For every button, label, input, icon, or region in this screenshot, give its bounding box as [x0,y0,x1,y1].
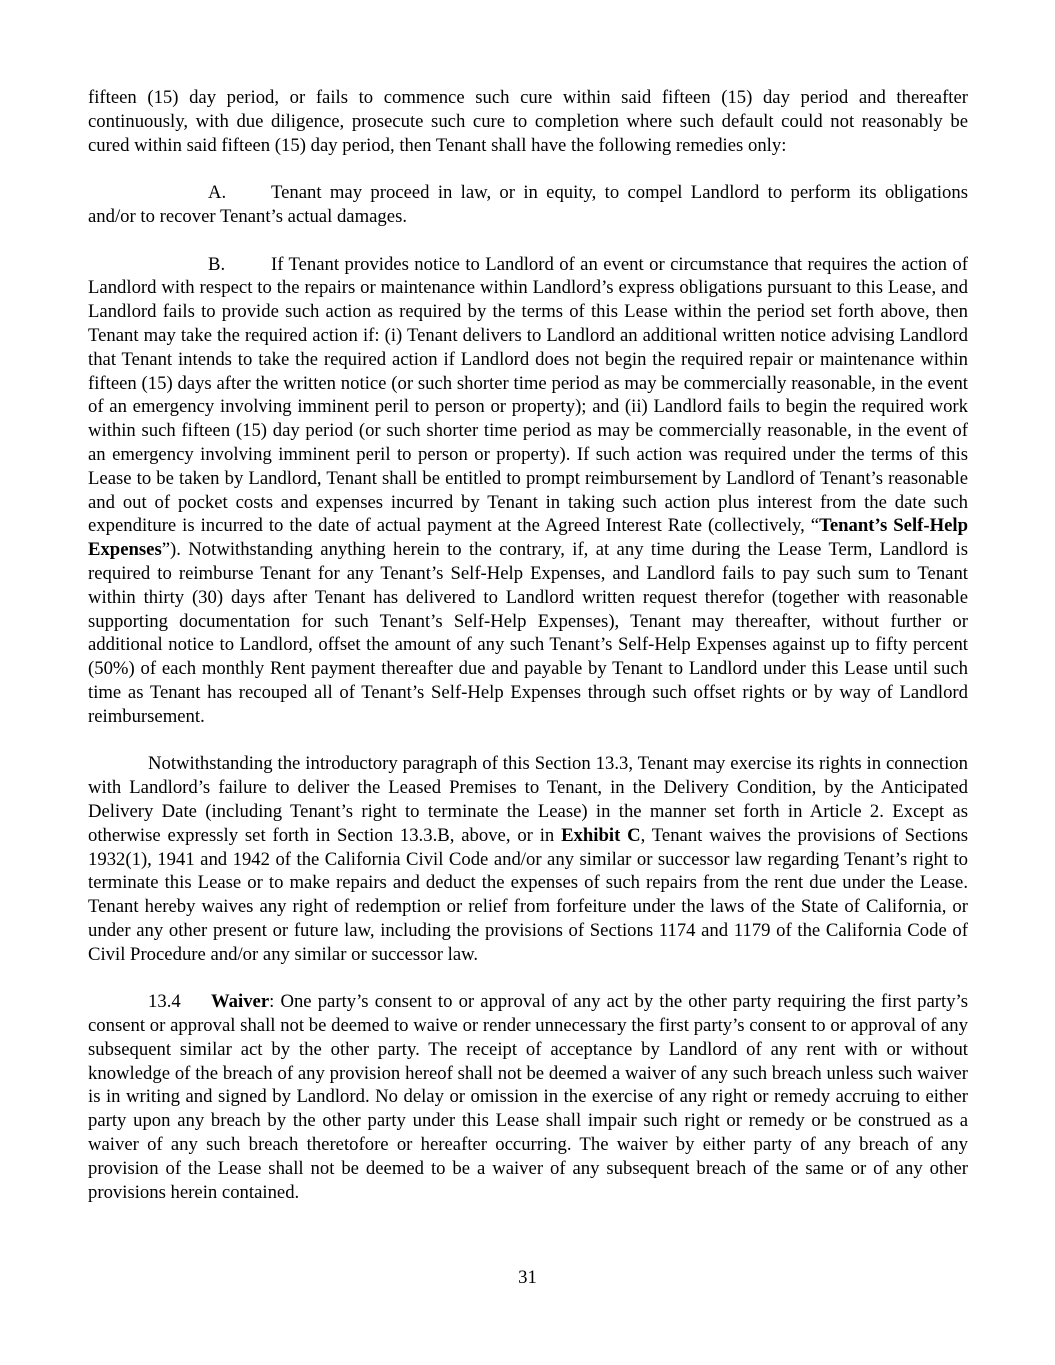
remedy-item-b [88,253,968,729]
item-b-text-1: If Tenant provides notice to Landlord of an event or circumstance that requires the action of Landlord with respect to the repairs or maintenance within Landlord’s express obligations pursuant to this Lease, and Landlord fails to provide such action as required by the terms of this Lease within the period set forth above, then Tenant may take the required action if: (i) Tenant delivers to Landlord an additional written notice advising Landlord that Tenant intends to take the required action if Landlord does not begin the required repair or maintenance within fifteen (15) days after the written notice (or such shorter time period as may be commercially reasonable, in the event of an emergency involving imminent peril to person or property); and (ii) Landlord fails to begin the required work within such fifteen (15) day period (or such shorter time period as may be commercially reasonable, in the event of an emergency involving imminent peril to person or property). If such action was required under the terms of this Lease to be taken by Landlord, Tenant shall be entitled to prompt reimbursement by Landlord of Tenant’s reasonable and out of pocket costs and expenses incurred by Tenant in taking such action plus interest from the date such expenditure is incurred to the date of actual payment at the Agreed Interest Rate (collectively, “ [88,253,968,537]
item-b-label: B. [208,253,226,275]
section-number: 13.4 [148,991,181,1013]
notwithstanding-text-2: , Tenant waives the provisions of Sections 1932(1), 1941 and 1942 of the California Civil Code and/or any similar or successor law regarding Tenant’s right to terminate this Lease or to make repairs and deduct the expenses of such repairs from the rent due under the Lease. Tenant hereby waives any right of redemption or relief from forfeiture under the laws of the State of California, or under any other present or future law, including the provisions of Sections 1174 and 1179 of the California Code of Civil Procedure and/or any similar or successor law. [88,824,968,965]
document-page [88,86,968,1204]
intro-paragraph [88,86,968,157]
remedy-item-a [88,181,968,229]
section-heading: Waiver [211,991,270,1013]
notwithstanding-text-1: Notwithstanding the introductory paragraph of this Section 13.3, Tenant may exercise its rights in connection with Landlord’s failure to deliver the Leased Premises to Tenant, in the Delivery Condition, by the Anticipated Delivery Date (including Tenant’s right to terminate the Lease) in the manner set forth in Article 2. Except as otherwise expressly set forth in Section 13.3.B, above, or in [88,753,968,846]
defined-term-self-help-expenses: Tenant’s Self-Help Expenses [88,515,968,561]
intro-text: fifteen (15) day period, or fails to commence such cure within said fifteen (15) day period and thereafter continuously, with due diligence, prosecute such cure to completion where such default could not reasonably be cured within said fifteen (15) day period, then Tenant shall have the following remedies only: [88,87,968,156]
item-a-text: Tenant may proceed in law, or in equity, to compel Landlord to perform its obligations and/or to recover Tenant’s actual damages. [88,182,968,227]
page-number: 31 [518,1267,537,1288]
item-b-text-2: ”). Notwithstanding anything herein to the contrary, if, at any time during the Lease Term, Landlord is required to reimburse Tenant for any Tenant’s Self-Help Expenses, and Landlord fails to pay such sum to Tenant within thirty (30) days after Tenant has delivered to Landlord written request therefor (together with reasonable supporting documentation for such Tenant’s Self-Help Expenses), Tenant may thereafter, without further or additional notice to Landlord, offset the amount of any such Tenant’s Self-Help Expenses against up to fifty percent (50%) of each monthly Rent payment thereafter due and payable by Tenant to Landlord under this Lease until such time as Tenant has recouped all of Tenant’s Self-Help Expenses through such offset rights or by way of Landlord reimbursement. [88,539,968,727]
section-text: : One party’s consent to or approval of any act by the other party requiring the first party’s consent or approval shall not be deemed to waive or render unnecessary the first party’s consent to or approval of any subsequent similar act by the other party. The receipt of acceptance by Landlord of any rent with or without knowledge of the breach of any provision hereof shall not be deemed a waiver of any such breach unless such waiver is in writing and signed by Landlord. No delay or omission in the exercise of any right or remedy accruing to either party upon any breach by the other party under this Lease shall impair such right or remedy or be construed as a waiver of any such breach theretofore or hereafter occurring. The waiver by either party of any breach of any provision of the Lease shall not be deemed to be a waiver of any subsequent breach of the same or of any other provisions herein contained. [88,991,968,1203]
section-13-4-waiver [88,990,968,1204]
item-a-label: A. [208,182,227,204]
exhibit-c-reference: Exhibit C [561,824,641,846]
notwithstanding-paragraph [88,752,968,966]
